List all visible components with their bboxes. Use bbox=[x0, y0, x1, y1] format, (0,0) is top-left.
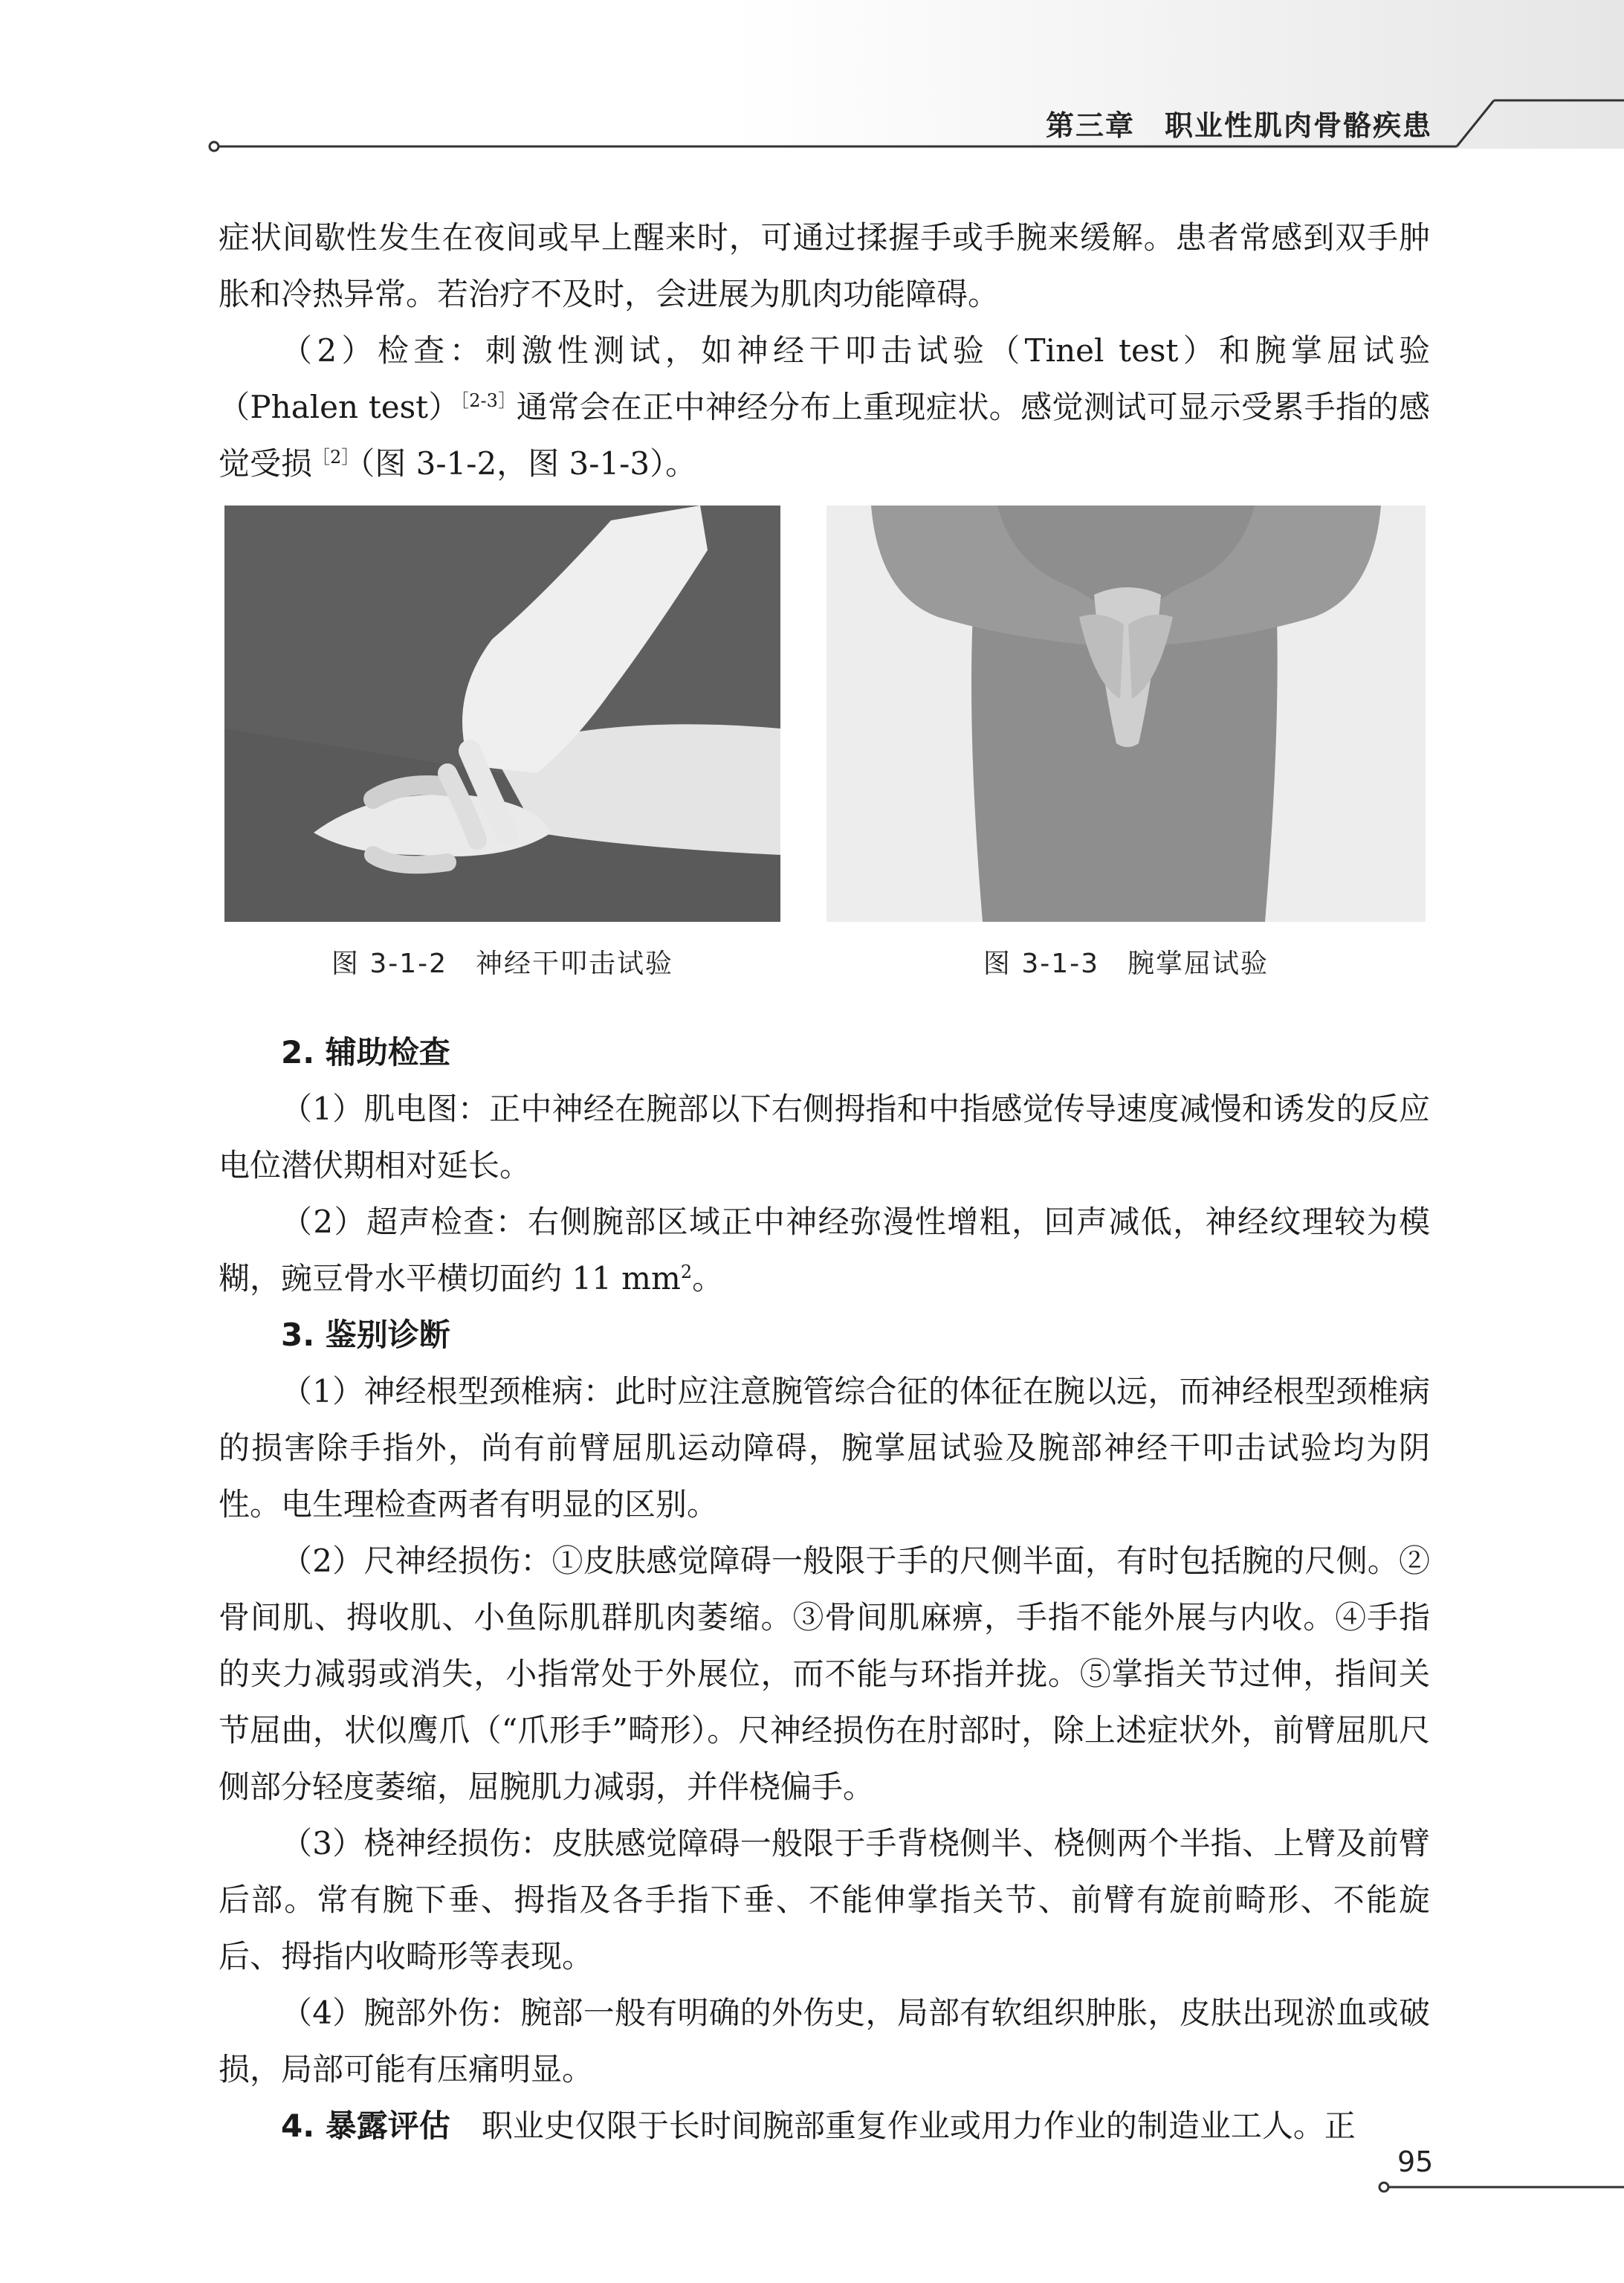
paragraph: （1）肌电图：正中神经在腕部以下右侧拇指和中指感觉传导速度减慢和诱发的反应电位潜伏期相对延长。 bbox=[219, 1091, 1430, 1184]
text-run: （2）检查：刺激性测试，如神经干叩击试验（Tinel test）和腕掌屈试验（Phalen test） bbox=[219, 332, 1430, 425]
text-run: 通常会在正中神经分布上重现症状。感觉测试可显示受累手指的感觉受损 bbox=[219, 389, 1430, 482]
chapter-title: 第三章 职业性肌肉骨骼疾患 bbox=[1045, 109, 1432, 142]
paragraph-examination bbox=[219, 323, 1430, 492]
text-block-top bbox=[219, 210, 1430, 492]
figure-caption: 图 3-1-3 腕掌屈试验 bbox=[983, 949, 1269, 979]
text-run: （图 3-1-2，图 3-1-3）。 bbox=[359, 445, 697, 482]
paragraph: （2）尺神经损伤：①皮肤感觉障碍一般限于手的尺侧半面，有时包括腕的尺侧。②骨间肌、拇收肌、小鱼际肌群肌肉萎缩。③骨间肌麻痹，手指不能外展与内收。④手指的夹力减弱或消失，小指常处于外展位，而不能与环指并拢。⑤掌指关节过伸，指间关节屈曲，状似鹰爪（“爪形手”畸形）。尺神经损伤在肘部时，除上述症状外，前臂屈肌尺侧部分轻度萎缩，屈腕肌力减弱，并伴桡偏手。 bbox=[219, 1543, 1430, 1805]
paragraph: （3）桡神经损伤：皮肤感觉障碍一般限于手背桡侧半、桡侧两个半指、上臂及前臂后部。常有腕下垂、拇指及各手指下垂、不能伸掌指关节、前臂有旋前畸形、不能旋后、拇指内收畸形等表现。 bbox=[219, 1825, 1430, 1974]
figure-tinel-photo bbox=[224, 506, 780, 922]
citation-ref: ［2-3］ bbox=[459, 390, 517, 411]
figure-phalen-photo bbox=[826, 506, 1426, 922]
header-rule bbox=[0, 0, 1624, 171]
superscript: 2 bbox=[680, 1262, 693, 1282]
paragraph: （4）腕部外伤：腕部一般有明确的外伤史，局部有软组织肿胀，皮肤出现淤血或破损，局部可能有压痛明显。 bbox=[219, 1995, 1430, 2087]
text-run: （2）超声检查：右侧腕部区域正中神经弥漫性增粗，回声减低，神经纹理较为模糊，豌豆骨水平横切面约 11 mm bbox=[219, 1204, 1430, 1297]
section-heading: 2. 辅助检查 bbox=[281, 1034, 450, 1071]
paragraph bbox=[219, 1194, 1430, 1307]
paragraph: （1）神经根型颈椎病：此时应注意腕管综合征的体征在腕以远，而神经根型颈椎病的损害除手指外，尚有前臂屈肌运动障碍，腕掌屈试验及腕部神经干叩击试验均为阴性。电生理检查两者有明显的区别。 bbox=[219, 1373, 1430, 1522]
figure-caption: 图 3-1-2 神经干叩击试验 bbox=[331, 949, 674, 979]
page-number: 95 bbox=[1397, 2145, 1434, 2178]
section-heading: 3. 鉴别诊断 bbox=[281, 1317, 450, 1353]
section-heading-inline: 4. 暴露评估 bbox=[281, 2108, 450, 2144]
paragraph bbox=[219, 2098, 1430, 2154]
text-block-bottom bbox=[219, 1024, 1430, 2154]
footer-rule bbox=[0, 2171, 1624, 2200]
citation-ref: ［2］ bbox=[312, 447, 360, 468]
text-run: 职业史仅限于长时间腕部重复作业或用力作业的制造业工人。正 bbox=[481, 2108, 1356, 2144]
text-run: 。 bbox=[692, 1260, 724, 1297]
paragraph: 症状间歇性发生在夜间或早上醒来时，可通过揉握手或手腕来缓解。患者常感到双手肿胀和冷热异常。若治疗不及时，会进展为肌肉功能障碍。 bbox=[219, 219, 1430, 312]
